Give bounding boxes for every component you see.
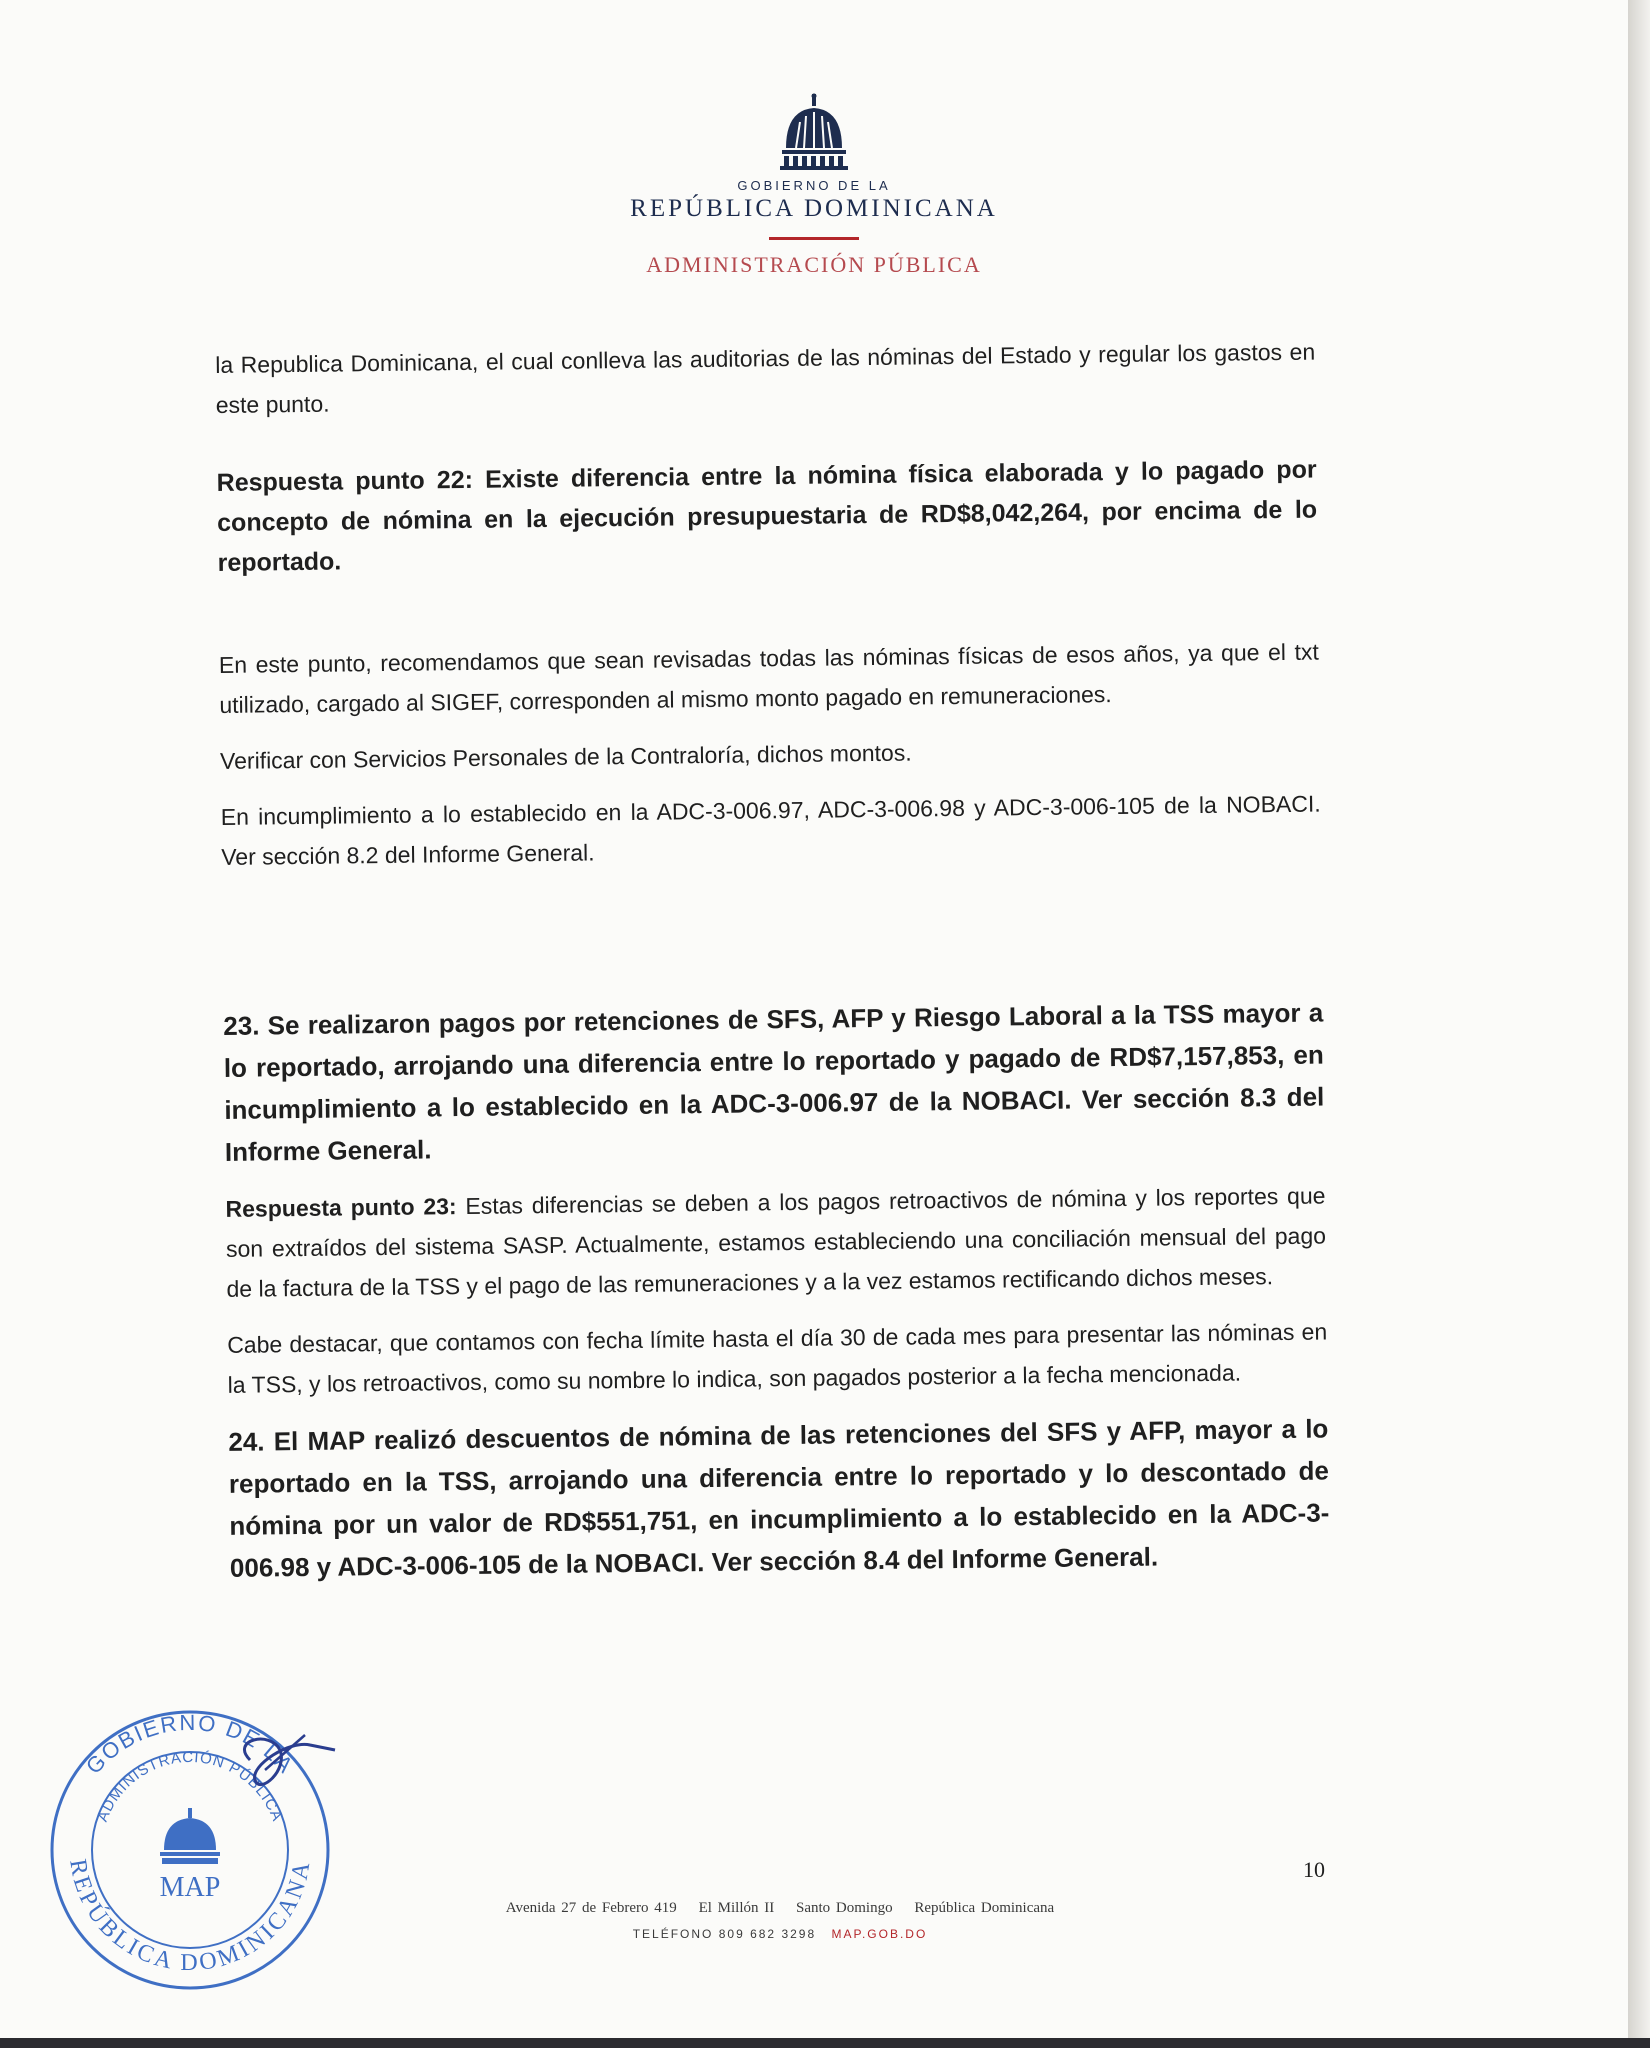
header-divider [769, 237, 859, 240]
footer-country: República Dominicana [914, 1900, 1055, 1916]
footer-address [420, 1900, 1140, 1917]
republica-dominicana-title: REPÚBLICA DOMINICANA [630, 195, 998, 222]
stamp-center-text: MAP [159, 1872, 221, 1903]
bottom-background-strip [0, 2038, 1650, 2048]
response-23-text: Estas diferencias se deben a los pagos retroactivos de nómina y los reportes que son extraídos del sistema SASP. Actualmente, estamos estableciendo una conciliación mensual del pago de la factura de la TSS y el pago de las remuneraciones y a la vez estamos rectificando dichos meses. [225, 1182, 1327, 1302]
footer [420, 1900, 1140, 1941]
letterhead [0, 92, 1628, 278]
paragraph-intro: la Republica Dominicana, el cual conlleva las auditorias de las nóminas del Estado y regular los gastos en este punto. [215, 338, 1316, 418]
stamp-bottom-text: REPÚBLICA DOMINICANA [64, 1857, 316, 1977]
stamp-mid-text: ADMINISTRACIÓN PÚBLICA [94, 1748, 286, 1825]
finding-23: 23. Se realizaron pagos por retenciones de SFS, AFP y Riesgo Laboral a la TSS mayor a lo reportado, arrojando una diferencia entre lo reportado y pagado de RD$7,157,853, en incumplimiento a lo establecido en la ADC-3-006.97 de la NOBACI. Ver sección 8.3 del Informe General. [223, 997, 1325, 1167]
footer-contact [420, 1927, 1140, 1941]
page-edge-shadow [1628, 0, 1650, 2048]
finding-24: 24. El MAP realizó descuentos de nómina de las retenciones del SFS y AFP, mayor a lo reportado en la TSS, arrojando una diferencia entre lo reportado y lo descontado de nómina por un valor de RD$551,751, en incumplimiento a lo establecido en la ADC-3-006.98 y ADC-3-006-105 de la NOBACI. Ver sección 8.4 del Informe General. [228, 1413, 1330, 1583]
paragraph-incumplimiento: En incumplimiento a lo establecido en la ADC-3-006.97, ADC-3-006.98 y ADC-3-006-105 de la NOBACI. Ver sección 8.2 del Informe General. [220, 790, 1321, 870]
response-23 [225, 1175, 1326, 1308]
paragraph-deadline: Cabe destacar, que contamos con fecha límite hasta el día 30 de cada mes para presentar las nóminas en la TSS, y los retroactivos, como su nombre lo indica, son pagados posterior a la fecha mencionada. [227, 1318, 1328, 1398]
gobierno-de-la-label: GOBIERNO DE LA [737, 178, 891, 193]
footer-website: MAP.GOB.DO [831, 1927, 928, 1941]
stamp-top-text: GOBIERNO DE LA [80, 1709, 300, 1779]
response-23-label: Respuesta punto 23: [225, 1193, 457, 1222]
paragraph-verify: Verificar con Servicios Personales de la Contraloría, dichos montos. [219, 739, 912, 774]
page-number: 10 [1303, 1857, 1325, 1882]
handwritten-signature [210, 1700, 350, 1810]
capitol-dome-logo [774, 92, 854, 172]
footer-street: Avenida 27 de Febrero 419 [505, 1900, 677, 1916]
footer-city: Santo Domingo [795, 1900, 893, 1916]
stamp-dome-icon [160, 1808, 220, 1864]
paragraph-recommendation: En este punto, recomendamos que sean revisadas todas las nóminas físicas de esos años, ya que el txt utilizado, cargado al SIGEF, corresponden al mismo monto pagado en remuneraciones. [218, 638, 1319, 718]
footer-phone: TELÉFONO 809 682 3298 [632, 1927, 817, 1941]
footer-sector: El Millón II [698, 1900, 775, 1916]
document-body [215, 332, 1330, 1589]
administracion-publica-title: ADMINISTRACIÓN PÚBLICA [646, 252, 982, 277]
response-22: Respuesta punto 22: Existe diferencia entre la nómina física elaborada y lo pagado por concepto de nómina en la ejecución presupuestaria de RD$8,042,264, por encima de lo reportado. [216, 455, 1318, 577]
